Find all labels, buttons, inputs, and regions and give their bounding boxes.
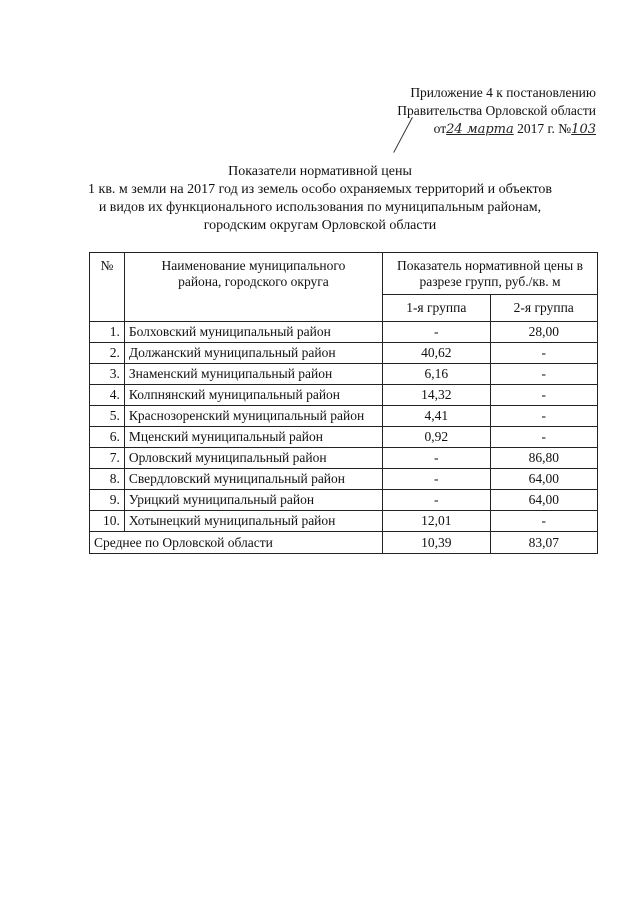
handwritten-number: 103: [571, 122, 596, 137]
row-number: 10.: [90, 511, 125, 532]
table-row: [90, 490, 598, 511]
header-group-1: 1-я группа: [383, 295, 490, 322]
row-district-name: Мценский муниципальный район: [124, 427, 382, 448]
row-group-2-value: -: [490, 343, 598, 364]
row-group-1-value: 12,01: [383, 511, 490, 532]
row-group-2-value: -: [490, 364, 598, 385]
row-district-name: Хотынецкий муниципальный район: [124, 511, 382, 532]
row-group-1-value: 4,41: [383, 406, 490, 427]
table-row: [90, 322, 598, 343]
year-number-label: 2017 г. №: [517, 121, 572, 136]
row-group-2-value: 86,80: [490, 448, 598, 469]
row-district-name: Орловский муниципальный район: [124, 448, 382, 469]
row-district-name: Болховский муниципальный район: [124, 322, 382, 343]
row-group-2-value: -: [490, 406, 598, 427]
row-group-1-value: 40,62: [383, 343, 490, 364]
row-number: 6.: [90, 427, 125, 448]
price-table: [89, 252, 598, 554]
table-row: [90, 343, 598, 364]
row-district-name: Краснозоренский муниципальный район: [124, 406, 382, 427]
row-number: 9.: [90, 490, 125, 511]
header-num: №: [90, 253, 125, 322]
row-group-2-value: -: [490, 511, 598, 532]
title-line-1: Показатели нормативной цены: [228, 164, 412, 179]
table-body: [90, 322, 598, 554]
appendix-block: [360, 84, 596, 139]
row-group-2-value: -: [490, 427, 598, 448]
row-group-1-value: -: [383, 322, 490, 343]
row-district-name: Должанский муниципальный район: [124, 343, 382, 364]
title-line-3: и видов их функционального использования по муниципальным районам,: [98, 200, 542, 215]
appendix-line-3: [360, 120, 596, 139]
row-number: 7.: [90, 448, 125, 469]
average-row: [90, 532, 598, 554]
table-row: [90, 427, 598, 448]
table-row: [90, 406, 598, 427]
average-label: Среднее по Орловской области: [90, 532, 383, 554]
row-number: 8.: [90, 469, 125, 490]
table-row: [90, 385, 598, 406]
row-group-2-value: 28,00: [490, 322, 598, 343]
row-group-2-value: 64,00: [490, 469, 598, 490]
handwritten-date: 24 марта: [446, 122, 514, 137]
table-row: [90, 364, 598, 385]
row-number: 2.: [90, 343, 125, 364]
row-number: 3.: [90, 364, 125, 385]
table-row: [90, 448, 598, 469]
table-row: [90, 511, 598, 532]
row-number: 5.: [90, 406, 125, 427]
row-number: 4.: [90, 385, 125, 406]
row-district-name: Знаменский муниципальный район: [124, 364, 382, 385]
header-indicator: Показатель нормативной цены в разрезе групп, руб./кв. м: [383, 253, 598, 295]
header-group-2: 2-я группа: [490, 295, 598, 322]
document-title: [80, 163, 560, 235]
title-line-2: 1 кв. м земли на 2017 год из земель особо охраняемых территорий и объектов: [88, 182, 552, 197]
title-line-4: городским округам Орловской области: [203, 218, 437, 233]
appendix-line-2: Правительства Орловской области: [397, 103, 596, 118]
row-group-1-value: -: [383, 490, 490, 511]
row-group-1-value: 6,16: [383, 364, 490, 385]
row-group-1-value: -: [383, 448, 490, 469]
row-group-1-value: 0,92: [383, 427, 490, 448]
row-number: 1.: [90, 322, 125, 343]
row-district-name: Свердловский муниципальный район: [124, 469, 382, 490]
header-name: Наименование муниципального района, городского округа: [124, 253, 382, 322]
row-district-name: Колпнянский муниципальный район: [124, 385, 382, 406]
row-group-1-value: -: [383, 469, 490, 490]
table-row: [90, 469, 598, 490]
date-prefix: от: [433, 121, 447, 136]
average-group-1: 10,39: [383, 532, 490, 554]
row-group-2-value: -: [490, 385, 598, 406]
row-group-1-value: 14,32: [383, 385, 490, 406]
row-district-name: Урицкий муниципальный район: [124, 490, 382, 511]
row-group-2-value: 64,00: [490, 490, 598, 511]
appendix-line-1: Приложение 4 к постановлению: [410, 85, 596, 100]
average-group-2: 83,07: [490, 532, 598, 554]
